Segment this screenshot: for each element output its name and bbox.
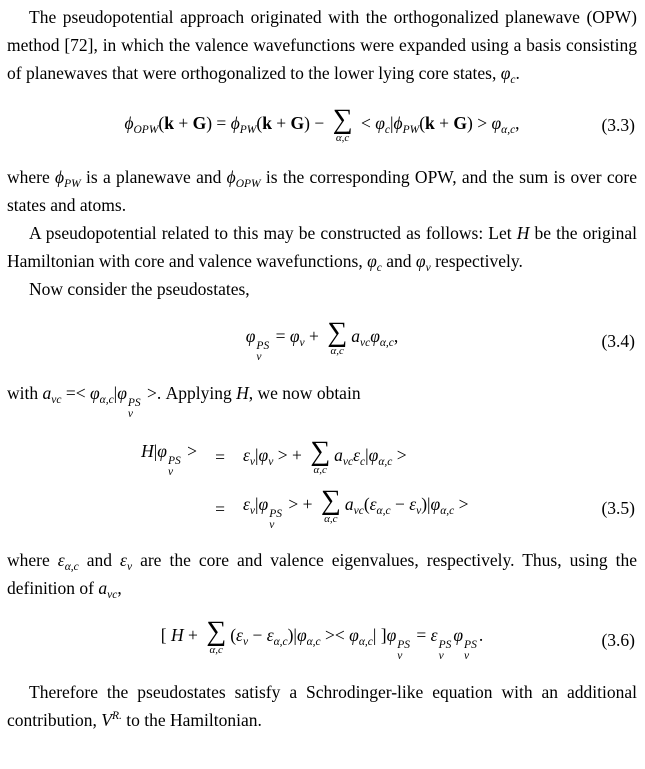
equation-3-6-number: (3.6) (601, 630, 635, 650)
paragraph-eigenvalues: where $\varepsilon_{\alpha,c}$ and $\varepsilon_v$ are the core and valence eigenvalues, respectively. Thus, using the definition of $a_{vc}$, (7, 550, 637, 601)
equation-3-4-body: φ PS v = $\varphi_v$ + ∑ α,c $a_{vc}\varphi_{\alpha,c}$, (245, 316, 399, 363)
paragraph-with-avc: with $a_{vc} =< \varphi_{\alpha,c}|\varphi$ PS v >. Applying H, we now obtain (7, 383, 361, 420)
stacked-superscript-subscript: PS v (256, 340, 270, 363)
paragraph-pseudopotential-construction: A pseudopotential related to this may be constructed as follows: Let H be the original Hamiltonian with core and valence wavefunctions, $\varphi_c$ and $\varphi_v$ respectively. (7, 223, 638, 274)
equation-3-5-line-1 (85, 431, 469, 483)
stacked-superscript-subscript: PS v (397, 639, 411, 662)
summation-symbol: ∑ α,c (206, 615, 227, 656)
equation-3-5-number: (3.5) (601, 498, 635, 518)
equation-3-6-body: [ H + ∑ α,c $(\varepsilon_v - \varepsilon_{\alpha,c})|\varphi_{\alpha,c} >< \varphi_{\alpha,c}|$ ]φ PS v = ε PS v φ PS v . (160, 615, 484, 662)
equation-3-4 (7, 314, 637, 368)
equals-sign: = (215, 447, 225, 467)
equals-sign: = (215, 499, 225, 519)
equation-3-3-body: $\phi_{OPW}(k + G) = \phi_{PW}(k + G)$ − ∑ α,c < $\varphi_c|\phi_{PW}(k + G) > \varphi_{\alpha,c}$, (124, 104, 520, 144)
paragraph-now-consider: Now consider the pseudostates, (29, 279, 250, 299)
equation-3-5 (7, 431, 637, 535)
equation-3-4-number: (3.4) (601, 331, 635, 351)
equation-3-5-rhs-2: $\varepsilon_v|\varphi$ PS v > + ∑ α,c $a_{vc}(\varepsilon_{\alpha,c} - \varepsilon_v)|\varphi_{\alpha,c}$ > (243, 484, 469, 531)
stacked-superscript-subscript: PS v (167, 454, 181, 478)
summation-symbol: ∑ α,c (327, 316, 348, 357)
equation-3-5-lhs: H|φ PS v > (141, 440, 197, 478)
equation-3-5-line-2 (85, 483, 469, 535)
paragraph-where-opw: where $\phi_{PW}$ is a planewave and $\phi_{OPW}$ is the corresponding OPW, and the sum is over core states and atoms. (7, 167, 637, 215)
equation-3-6 (7, 613, 637, 667)
stacked-superscript-subscript: PS v (269, 508, 282, 531)
summation-symbol: ∑ α,c (310, 436, 331, 476)
equation-3-5-rhs-1: $\varepsilon_v|\varphi_v$ > + ∑ α,c $a_{vc}\varepsilon_c|\varphi_{\alpha,c}$ > (243, 436, 407, 476)
equation-3-3-number: (3.3) (601, 115, 635, 135)
paragraph-conclusion: Therefore the pseudostates satisfy a Schrodinger-like equation with an additional contribution, $V^{R.}$ to the Hamiltonian. (7, 682, 637, 730)
stacked-superscript-subscript: PS v (127, 397, 141, 420)
stacked-superscript-subscript: PS v (438, 639, 452, 662)
summation-symbol: ∑ α,c (332, 104, 353, 144)
paragraph-intro: The pseudopotential approach originated with the orthogonalized planewave (OPW) method [72], in which the valence wavefunctions were expanded using a basis consisting of planewaves that were orthogonalized to the lower lying core states, $\varphi_c$. (7, 7, 637, 86)
equation-3-3 (7, 98, 637, 152)
stacked-superscript-subscript: PS v (464, 639, 477, 662)
equation-3-5-body (85, 431, 469, 535)
summation-symbol: ∑ α,c (320, 484, 341, 525)
